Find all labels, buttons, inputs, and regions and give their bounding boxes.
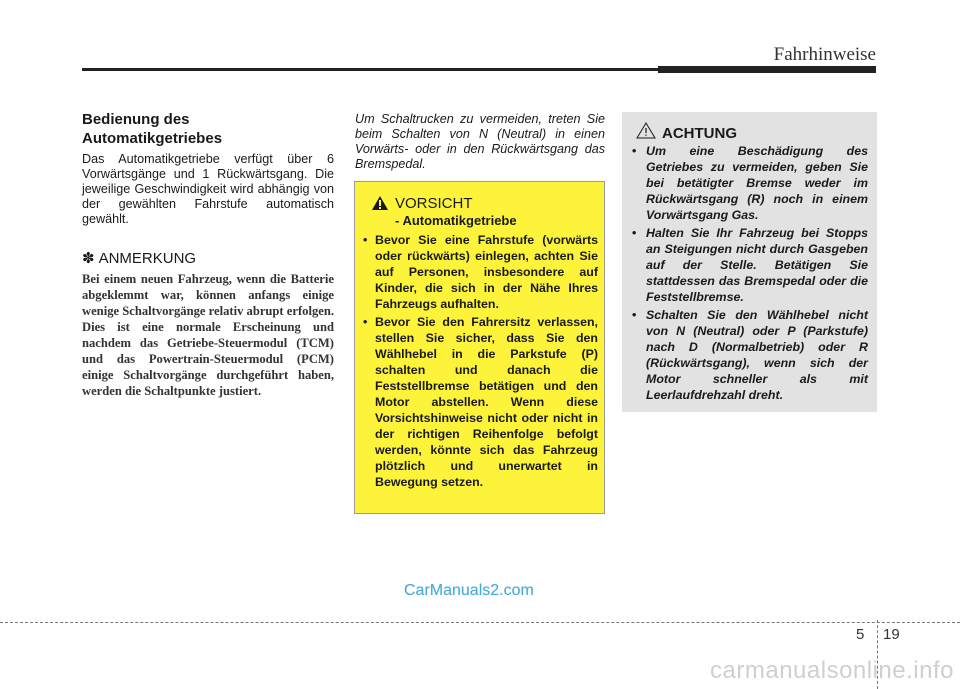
footer-rule — [0, 622, 960, 623]
caution-title: VORSICHT — [395, 195, 473, 212]
intro-text: Um Schaltrucken zu vermeiden, treten Sie beim Schalten von N (Neutral) in einen Vorwärts- oder in den Rückwärtsgang das Bremspedal. — [355, 112, 605, 171]
section-title — [82, 110, 334, 148]
caution-heading — [371, 195, 517, 229]
warning-triangle-outline-icon — [636, 122, 656, 144]
header-rule — [82, 68, 658, 71]
note-symbol-icon: ✽ — [82, 250, 95, 267]
caution-item: • Bevor Sie den Fahrersitz verlassen, stellen Sie sicher, dass Sie den Wählhebel in die Parkstufe (P) schalten und danach die Feststellbremse betätigen und den Motor abstellen. Wenn diese Vorsichtshinweise nicht oder nicht in der richtigen Reihenfolge befolgt werden, könnte sich das Fahrzeug plötzlich und unerwartet in Bewegung setzen. — [363, 314, 598, 490]
chapter-number: 5 — [856, 626, 865, 643]
attention-item: • Schalten Sie den Wählhebel nicht von N (Neutral) oder P (Parkstufe) nach D (Normalbetrieb) oder R (Rückwärtsgang), wenn sich der Motor schneller als mit Leerlaufdrehzahl dreht. — [632, 307, 868, 403]
warning-triangle-icon — [371, 195, 389, 216]
attention-list — [632, 143, 868, 405]
attention-title: ACHTUNG — [662, 124, 737, 142]
chapter-title: Fahrhinweise — [773, 44, 876, 65]
caution-item: • Bevor Sie eine Fahrstufe (vorwärts oder rückwärts) einlegen, achten Sie auf Personen, insbesondere auf Kinder, die sich in der Nähe Ihres Fahrzeugs aufhalten. — [363, 232, 598, 312]
note-text: Bei einem neuen Fahrzeug, wenn die Batterie abgeklemmt war, können anfangs einige wenige Schaltvorgänge relativ abrupt erfolgen. Dies ist eine normale Erscheinung und nachdem das Getriebe-Steuermodul (TCM) und das Powertrain-Steuermodul (PCM) einige Schaltvorgänge durchgeführt haben, werden die Schaltpunkte justiert. — [82, 272, 334, 398]
watermark-link[interactable]: CarManuals2.com — [404, 582, 534, 599]
left-column — [82, 110, 334, 399]
page-number: 19 — [883, 626, 900, 643]
attention-heading — [636, 122, 737, 144]
note-heading — [82, 249, 334, 267]
attention-item: • Halten Sie Ihr Fahrzeug bei Stopps an Steigungen nicht durch Gasgeben auf der Stelle. Betätigen Sie stattdessen das Bremspedal oder die Feststellbremse. — [632, 225, 868, 305]
caution-box — [354, 181, 605, 514]
middle-column — [355, 112, 605, 172]
attention-item: • Um eine Beschädigung des Getriebes zu vermeiden, geben Sie bei betätigter Bremse weder im Rückwärtsgang (R) noch in einem Vorwärtsgang Gas. — [632, 143, 868, 223]
note-title: ANMERKUNG — [98, 249, 197, 267]
caution-list — [363, 232, 598, 492]
site-watermark: carmanualsonline.info — [710, 657, 954, 684]
section-title-line1: Bedienung des — [82, 111, 190, 128]
attention-box — [622, 112, 877, 412]
caution-subtitle: - Automatikgetriebe — [395, 213, 517, 228]
section-title-line2: Automatikgetriebes — [82, 130, 223, 147]
header-rule-accent — [658, 66, 876, 73]
section-body: Das Automatikgetriebe verfügt über 6 Vorwärtsgänge und 1 Rückwärtsgang. Die jeweilige Geschwindigkeit wird abhängig von der gewählten Fahrstufe automatisch gewählt. — [82, 152, 334, 226]
